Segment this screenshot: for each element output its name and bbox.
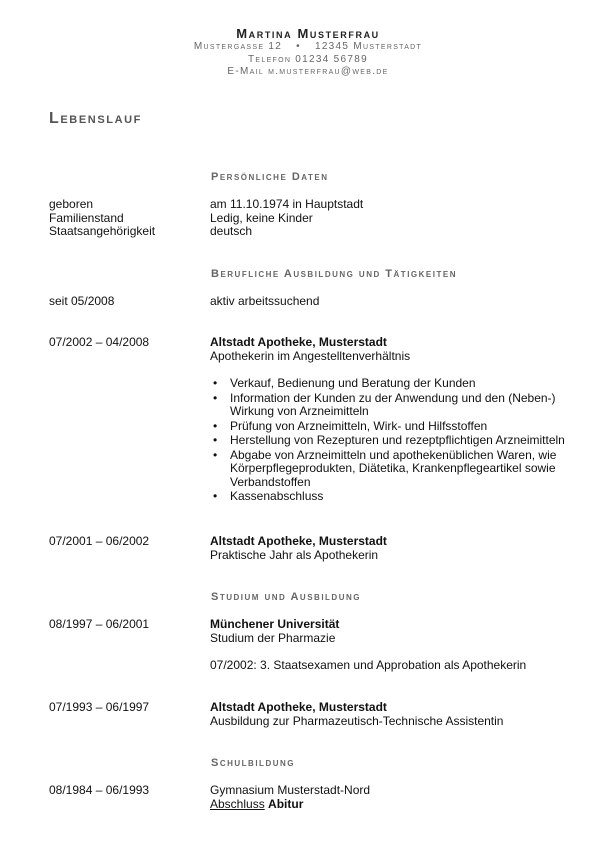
school-degree-line bbox=[210, 798, 580, 812]
bullet-icon: • bbox=[213, 447, 218, 462]
school-org-1: Gymnasium Musterstadt-Nord bbox=[210, 783, 371, 797]
section-heading-study: Studium und Ausbildung bbox=[211, 591, 361, 603]
duties-list bbox=[210, 377, 580, 505]
study-role-2: Ausbildung zur Pharmazeutisch-Technische Assistentin bbox=[210, 713, 504, 728]
list-item: • Kassenabschluss bbox=[213, 489, 324, 503]
document-title: Lebenslauf bbox=[49, 110, 142, 127]
phone: Telefon 01234 56789 bbox=[248, 53, 368, 65]
career-text-0: aktiv arbeitssuchend bbox=[210, 294, 320, 308]
list-item: • Abgabe von Arzneimitteln und apothekenüblichen Waren, wie Körperpflegeprodukten, Diätetika, Krankenpflegeartikel sowie Verbandstoffen bbox=[213, 447, 557, 489]
bullet-icon: • bbox=[213, 433, 218, 447]
list-item: • Prüfung von Arzneimitteln, Wirk- und Hilfsstoffen bbox=[213, 418, 488, 433]
study-org-2: Altstadt Apotheke, Musterstadt bbox=[210, 700, 387, 714]
career-role-2: Praktische Jahr als Apothekerin bbox=[210, 547, 379, 562]
study-note-1: 07/2002: 3. Staatsexamen und Approbation als Apothekerin bbox=[210, 658, 527, 672]
degree-value: Abitur bbox=[268, 796, 304, 811]
bullet-icon: • bbox=[213, 390, 218, 405]
bullet-icon: • bbox=[213, 418, 218, 433]
list-item: • Verkauf, Bedienung und Beratung der Kunden bbox=[213, 376, 476, 390]
section-heading-school: Schulbildung bbox=[211, 757, 295, 769]
career-period-1: 07/2002 – 04/2008 bbox=[49, 335, 150, 349]
personal-label-nationality: Staatsangehörigkeit bbox=[49, 224, 156, 238]
section-heading-career: Berufliche Ausbildung und Tätigkeiten bbox=[211, 268, 457, 280]
degree-label: Abschluss bbox=[210, 796, 265, 811]
list-item: • Information der Kunden zu der Anwendung und den (Neben-) Wirkung von Arzneimitteln bbox=[213, 390, 556, 418]
career-org-1: Altstadt Apotheke, Musterstadt bbox=[210, 335, 387, 349]
personal-value-nationality: deutsch bbox=[210, 224, 253, 238]
study-period-1: 08/1997 – 06/2001 bbox=[49, 617, 150, 631]
personal-label-birth: geboren bbox=[49, 197, 94, 211]
career-org-2: Altstadt Apotheke, Musterstadt bbox=[210, 534, 387, 548]
section-heading-personal: Persönliche Daten bbox=[211, 171, 329, 183]
applicant-name: Martina Musterfrau bbox=[236, 26, 380, 41]
address-line bbox=[0, 41, 600, 54]
personal-label-marital: Familienstand bbox=[49, 210, 124, 225]
city: 12345 Musterstadt bbox=[314, 41, 423, 52]
study-period-2: 07/1993 – 06/1997 bbox=[49, 700, 150, 714]
study-org-1: Münchener Universität bbox=[210, 617, 340, 631]
cv-header bbox=[0, 26, 600, 79]
school-period-1: 08/1984 – 06/1993 bbox=[49, 783, 150, 797]
bullet-icon: • bbox=[213, 376, 218, 390]
career-period-0: seit 05/2008 bbox=[49, 294, 115, 308]
career-period-2: 07/2001 – 06/2002 bbox=[49, 534, 150, 548]
street: Mustergasse 12 bbox=[193, 41, 283, 52]
bullet-icon: • bbox=[213, 489, 218, 503]
career-role-1: Apothekerin im Angestelltenverhältnis bbox=[210, 348, 411, 363]
personal-value-marital: Ledig, keine Kinder bbox=[210, 210, 313, 225]
personal-value-birth: am 11.10.1974 in Hauptstadt bbox=[210, 197, 364, 211]
address-separator: • bbox=[296, 41, 301, 52]
study-role-1: Studium der Pharmazie bbox=[210, 630, 336, 645]
list-item: • Herstellung von Rezepturen und rezeptpflichtigen Arzneimitteln bbox=[213, 433, 565, 447]
email: E-Mail m.musterfrau@web.de bbox=[227, 66, 389, 77]
